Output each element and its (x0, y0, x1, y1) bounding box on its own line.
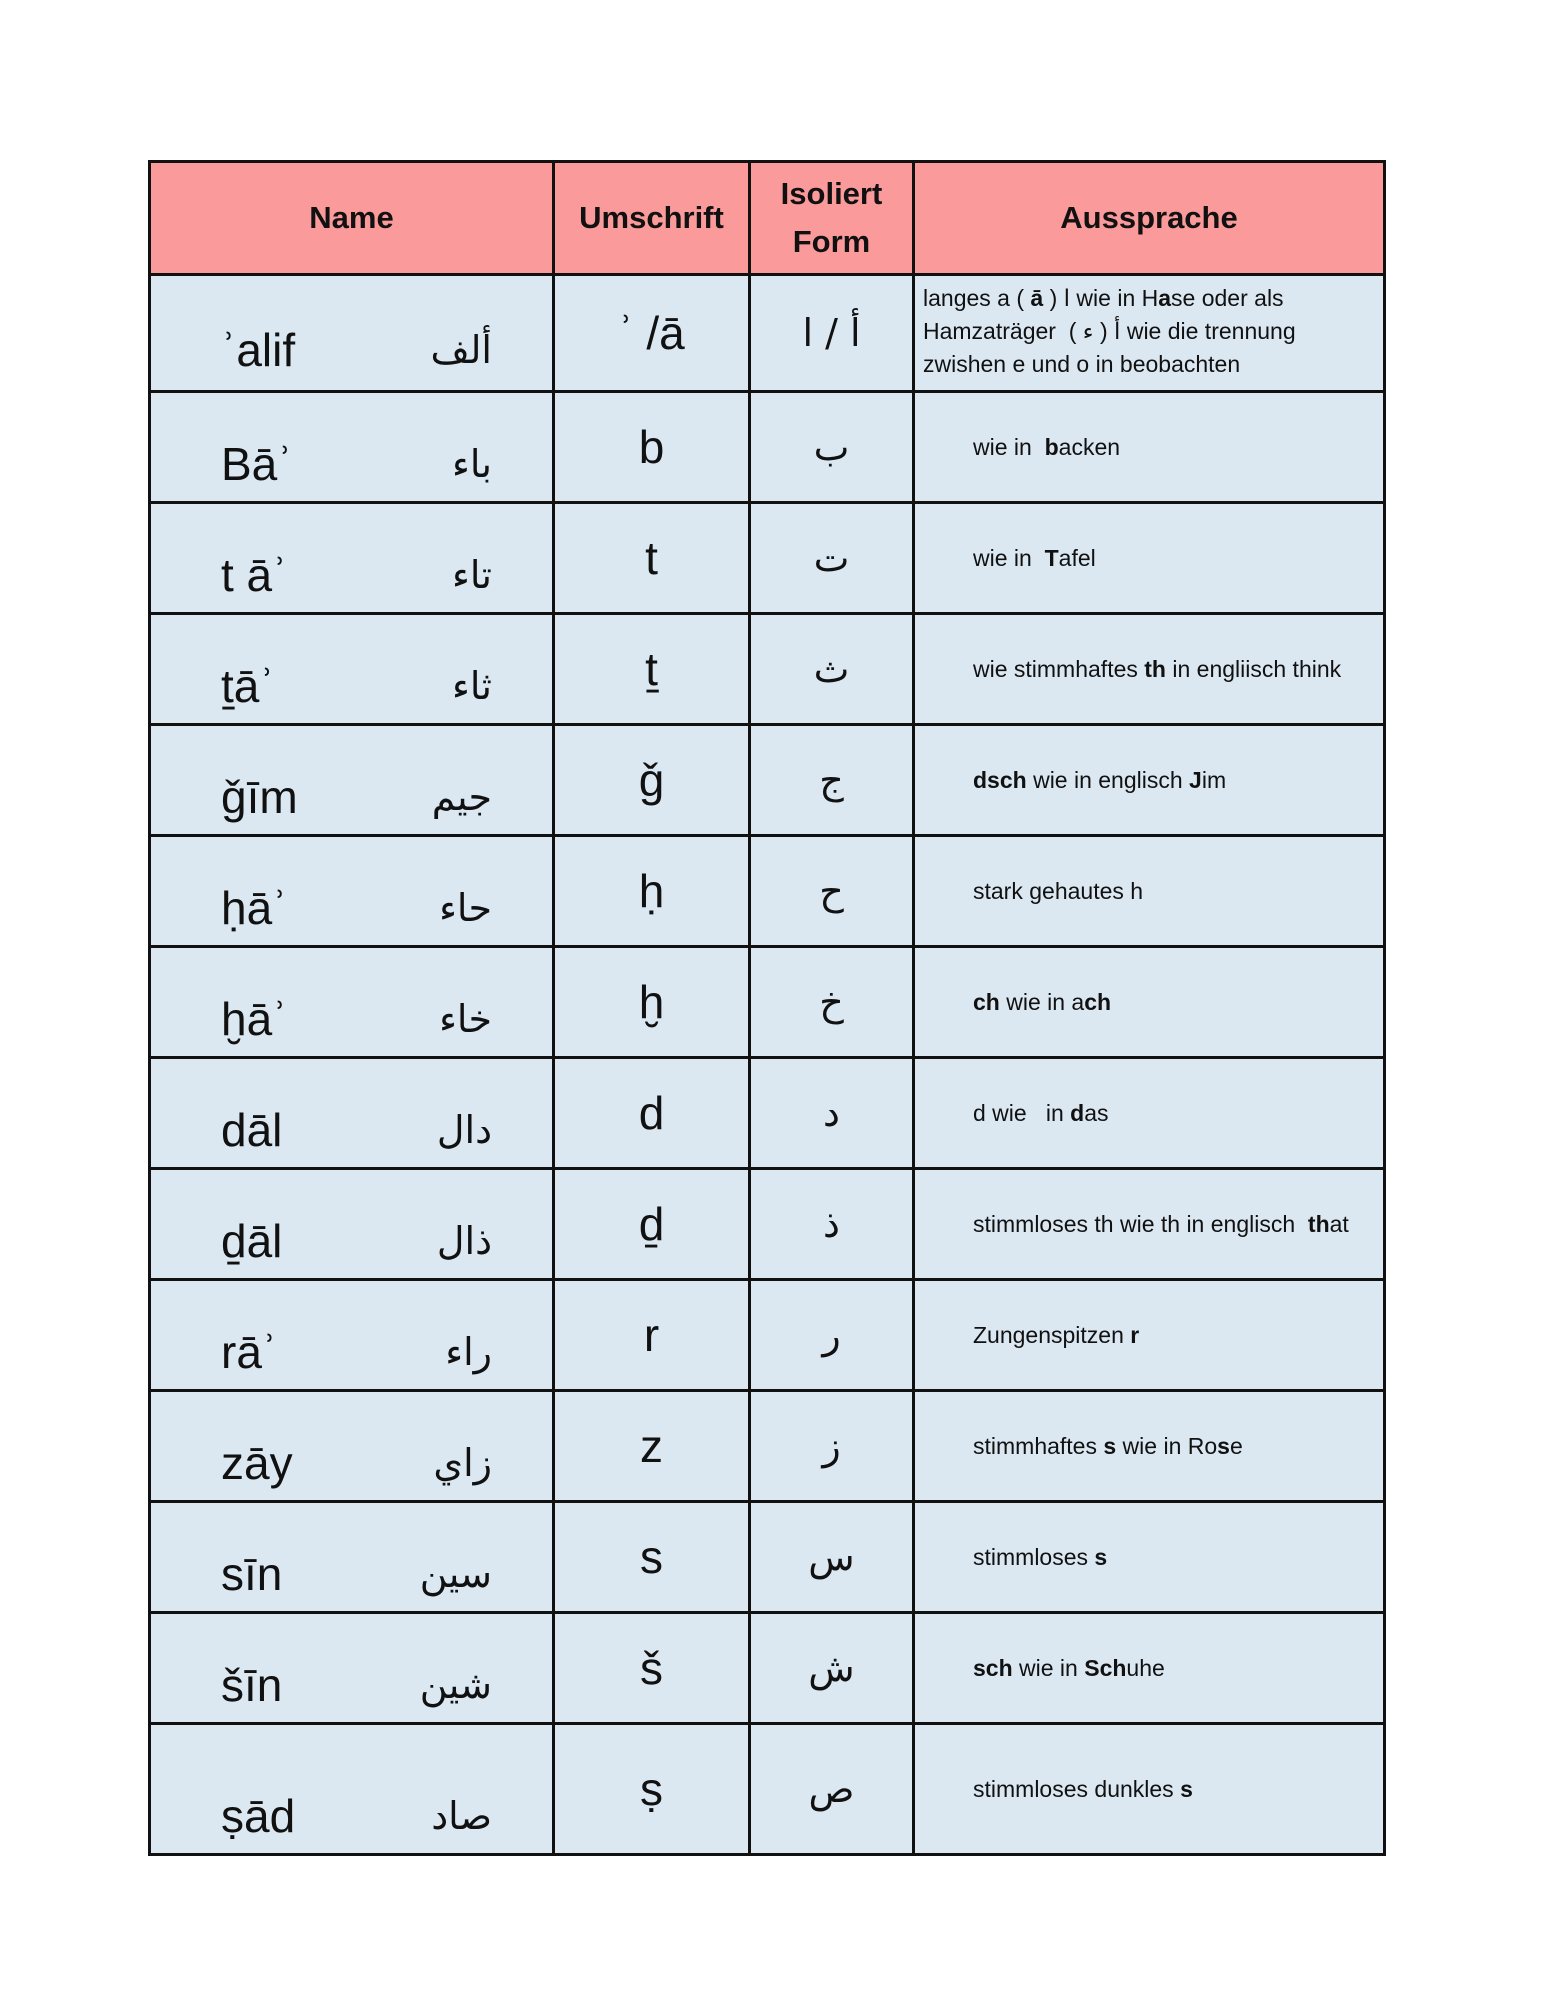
pronunciation-cell (914, 614, 1385, 725)
letter-name-latin: t āʾ (221, 549, 288, 601)
letter-name-arabic: راء (445, 1330, 492, 1374)
pronunciation-segment: d wie in (973, 1099, 1071, 1126)
pronunciation-segment: as (1084, 1099, 1109, 1126)
pronunciation-segment: at (1329, 1210, 1349, 1237)
pronunciation-bold-segment: a (1158, 285, 1172, 311)
pronunciation-bold-segment: d (1070, 1099, 1085, 1126)
letter-name-arabic: شين (419, 1663, 492, 1707)
letter-name-latin: ṯāʾ (221, 660, 275, 712)
pronunciation-cell (914, 1613, 1385, 1724)
pronunciation-segment: Zungenspitzen (973, 1321, 1131, 1348)
table-row (150, 1724, 1385, 1855)
isolated-form-cell: س (750, 1502, 914, 1613)
letter-name-arabic: باء (451, 442, 492, 486)
transliteration-cell: ʾ /ā (554, 275, 750, 392)
pronunciation-segment: wie in (973, 433, 1045, 460)
isolated-form-cell: د (750, 1058, 914, 1169)
header-aussprache: Aussprache (914, 162, 1385, 275)
pronunciation-bold-segment: s (1103, 1432, 1117, 1459)
letter-name-arabic: صاد (431, 1794, 492, 1838)
pronunciation-cell (914, 725, 1385, 836)
pronunciation-bold-segment: sch (973, 1654, 1013, 1681)
alphabet-table (148, 160, 1386, 1856)
pronunciation-segment: wie stimmhaftes (973, 655, 1145, 682)
pronunciation-segment: stimmloses dunkles (973, 1775, 1181, 1802)
pronunciation-segment: in engliisch think (1165, 655, 1342, 682)
letter-name-cell (150, 1280, 554, 1391)
isolated-form-cell: ش (750, 1613, 914, 1724)
letter-name-cell (150, 725, 554, 836)
pronunciation-segment: stimmloses th wie th in englisch (973, 1210, 1308, 1237)
pronunciation-segment: e (1229, 1432, 1243, 1459)
isolated-form-cell: ح (750, 836, 914, 947)
pronunciation-segment: wie in (973, 544, 1045, 571)
pronunciation-segment: wie in englisch (1026, 766, 1190, 793)
letter-name-cell (150, 1058, 554, 1169)
transliteration-cell: r (554, 1280, 750, 1391)
letter-name-arabic: ثاء (451, 664, 492, 708)
letter-name-cell (150, 947, 554, 1058)
letter-name-cell (150, 614, 554, 725)
letter-name-cell (150, 836, 554, 947)
table-row (150, 503, 1385, 614)
transliteration-cell: b (554, 392, 750, 503)
pronunciation-bold-segment: th (1144, 655, 1166, 682)
pronunciation-bold-segment: s (1217, 1432, 1230, 1459)
pronunciation-bold-segment: dsch (973, 766, 1027, 793)
table-row (150, 392, 1385, 503)
pronunciation-bold-segment: s (1180, 1775, 1193, 1802)
isolated-form-cell: ر (750, 1280, 914, 1391)
pronunciation-segment: langes a ( (923, 285, 1031, 311)
transliteration-cell: š (554, 1613, 750, 1724)
pronunciation-segment: im (1201, 766, 1227, 793)
transliteration-cell: d (554, 1058, 750, 1169)
pronunciation-segment: acken (1058, 433, 1121, 460)
isolated-form-cell: ث (750, 614, 914, 725)
letter-name-latin: Bāʾ (221, 438, 293, 490)
transliteration-cell: ḥ (554, 836, 750, 947)
letter-name-arabic: ذال (436, 1219, 492, 1263)
pronunciation-bold-segment: th (1307, 1210, 1330, 1237)
pronunciation-cell (914, 1724, 1385, 1855)
table-row (150, 1280, 1385, 1391)
pronunciation-segment: wie in (1012, 1654, 1085, 1681)
letter-name-arabic: زاي (433, 1441, 492, 1485)
pronunciation-segment: stimmloses (973, 1543, 1095, 1570)
pronunciation-segment: afel (1058, 544, 1096, 571)
pronunciation-cell (914, 947, 1385, 1058)
table-row (150, 275, 1385, 392)
isolated-form-cell: ز (750, 1391, 914, 1502)
transliteration-cell: z (554, 1391, 750, 1502)
header-isoliert-line2: Form (792, 224, 871, 259)
letter-name-cell (150, 1502, 554, 1613)
transliteration-cell: s (554, 1502, 750, 1613)
letter-name-latin: zāy (221, 1437, 293, 1489)
table-row (150, 1502, 1385, 1613)
pronunciation-bold-segment: ch (1084, 988, 1112, 1015)
pronunciation-bold-segment: ch (973, 988, 1000, 1015)
letter-name-latin: ṣād (221, 1790, 296, 1842)
letter-name-arabic: دال (436, 1108, 492, 1152)
letter-name-cell (150, 503, 554, 614)
letter-name-cell (150, 275, 554, 392)
transliteration-cell: ḏ (554, 1169, 750, 1280)
pronunciation-cell (914, 1058, 1385, 1169)
letter-name-cell (150, 392, 554, 503)
pronunciation-bold-segment: ā (1030, 285, 1044, 311)
pronunciation-segment: stark gehautes h (973, 877, 1144, 904)
transliteration-cell: ḫ (554, 947, 750, 1058)
letter-name-latin: rāʾ (221, 1326, 278, 1378)
letter-name-latin: šīn (221, 1659, 283, 1711)
isolated-form-cell: أ / ا (750, 275, 914, 392)
letter-name-latin: sīn (221, 1548, 283, 1600)
pronunciation-cell (914, 836, 1385, 947)
header-row (150, 162, 1385, 275)
letter-name-latin: ḏāl (221, 1215, 283, 1267)
letter-name-arabic: تاء (451, 553, 492, 597)
pronunciation-bold-segment: b (1044, 433, 1059, 460)
isolated-form-cell: ب (750, 392, 914, 503)
table-row (150, 1058, 1385, 1169)
pronunciation-bold-segment: r (1130, 1321, 1140, 1348)
letter-name-arabic: خاء (439, 997, 492, 1041)
isolated-form-cell: خ (750, 947, 914, 1058)
letter-name-cell (150, 1169, 554, 1280)
letter-name-latin: ḫāʾ (221, 993, 288, 1045)
transliteration-cell: t (554, 503, 750, 614)
pronunciation-segment: se oder als Hamzaträger ( ء ) أ wie die trennung zwishen e und o in beobachten (923, 285, 1303, 377)
pronunciation-cell (914, 275, 1385, 392)
header-isoliert-form (750, 162, 914, 275)
pronunciation-bold-segment: s (1094, 1543, 1108, 1570)
pronunciation-segment: uhe (1126, 1654, 1165, 1681)
letter-name-cell (150, 1613, 554, 1724)
isolated-form-cell: ص (750, 1724, 914, 1855)
pronunciation-segment: stimmhaftes (973, 1432, 1104, 1459)
letter-name-cell (150, 1724, 554, 1855)
pronunciation-cell (914, 1280, 1385, 1391)
transliteration-cell: ṣ (554, 1724, 750, 1855)
pronunciation-cell (914, 392, 1385, 503)
pronunciation-segment: ) ا wie in H (1043, 285, 1159, 311)
table-body (150, 275, 1385, 1855)
letter-name-arabic: جيم (431, 775, 492, 819)
transliteration-cell: ṯ (554, 614, 750, 725)
header-name: Name (150, 162, 554, 275)
letter-name-arabic: حاء (439, 886, 492, 930)
isolated-form-cell: ذ (750, 1169, 914, 1280)
table-row (150, 1391, 1385, 1502)
table-row (150, 947, 1385, 1058)
letter-name-latin: dāl (221, 1104, 283, 1156)
isolated-form-cell: ت (750, 503, 914, 614)
table-row (150, 614, 1385, 725)
pronunciation-bold-segment: T (1044, 544, 1059, 571)
letter-name-latin: ʾalif (221, 324, 296, 376)
table-row (150, 836, 1385, 947)
pronunciation-bold-segment: J (1189, 766, 1202, 793)
pronunciation-cell (914, 503, 1385, 614)
letter-name-cell (150, 1391, 554, 1502)
header-umschrift: Umschrift (554, 162, 750, 275)
letter-name-latin: ḥāʾ (221, 882, 288, 934)
pronunciation-segment: wie in a (999, 988, 1085, 1015)
letter-name-arabic: سين (419, 1552, 492, 1596)
isolated-form-cell: ج (750, 725, 914, 836)
header-isoliert-line1: Isoliert (780, 176, 883, 211)
pronunciation-bold-segment: Sch (1084, 1654, 1127, 1681)
alphabet-sheet (148, 160, 1383, 1856)
table-row (150, 1613, 1385, 1724)
letter-name-latin: ǧīm (221, 771, 298, 823)
pronunciation-cell (914, 1169, 1385, 1280)
letter-name-arabic: ألف (430, 328, 492, 372)
pronunciation-cell (914, 1502, 1385, 1613)
pronunciation-segment: wie in Ro (1116, 1432, 1218, 1459)
pronunciation-cell (914, 1391, 1385, 1502)
transliteration-cell: ǧ (554, 725, 750, 836)
table-row (150, 725, 1385, 836)
table-row (150, 1169, 1385, 1280)
